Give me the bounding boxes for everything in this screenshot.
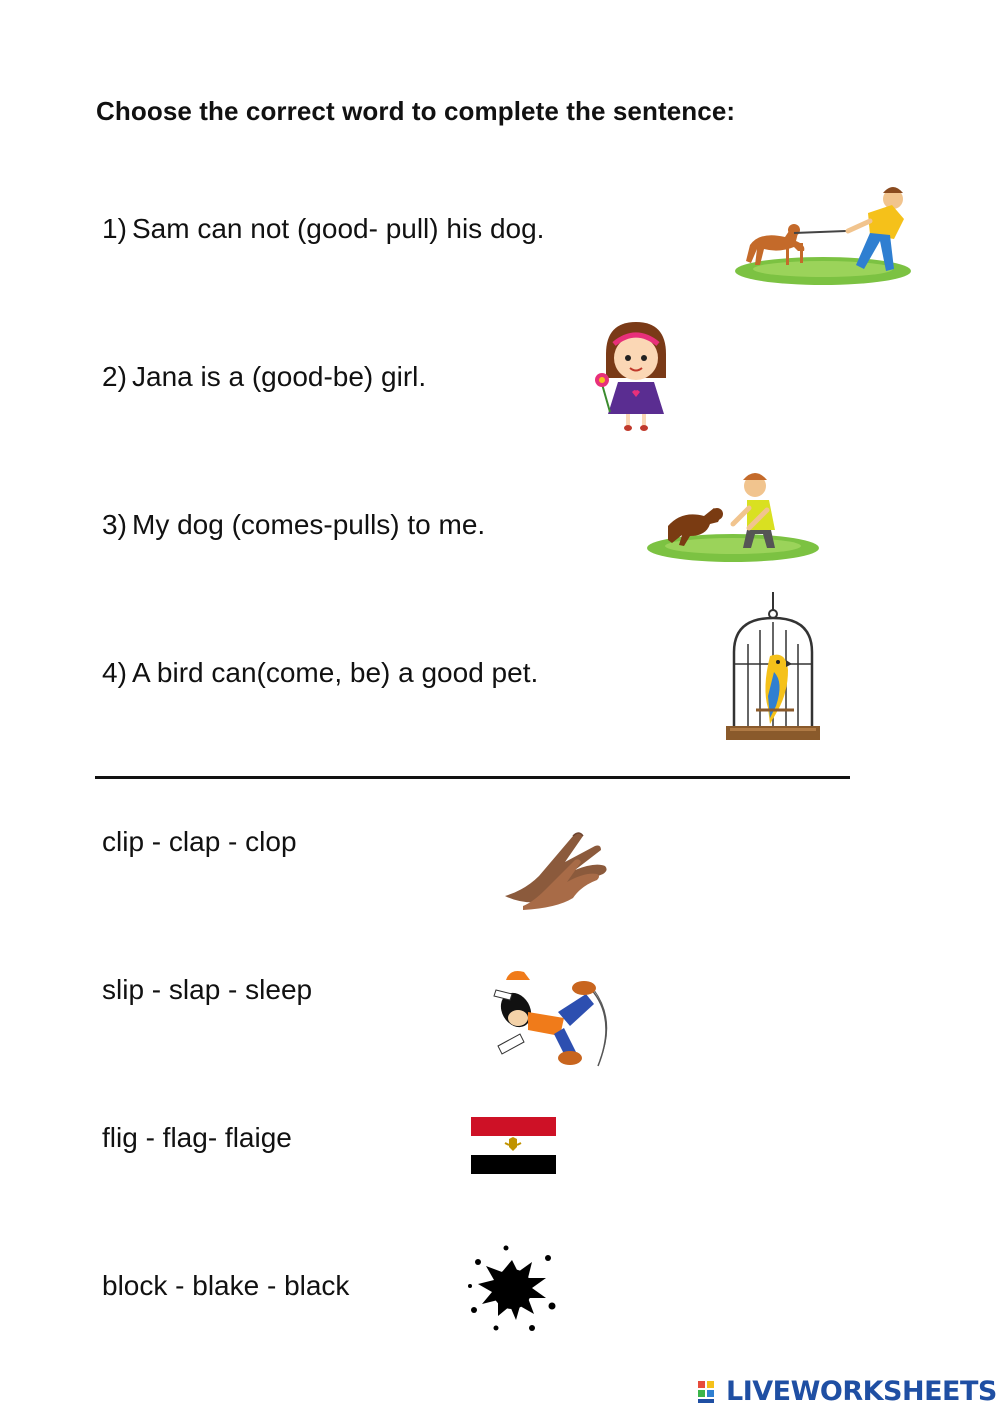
girl-with-flower-icon — [588, 322, 673, 434]
parrot-in-cage-icon — [724, 592, 822, 744]
branding-text: LIVEWORKSHEETS — [726, 1376, 997, 1407]
question-text: Jana is a (good-be) girl. — [132, 361, 427, 392]
word-choice-2: slip - slap - sleep — [102, 974, 313, 1005]
egypt-flag-icon — [471, 1117, 556, 1174]
section-divider — [95, 776, 850, 779]
liveworksheets-branding — [698, 1376, 997, 1407]
word-choice-1: clip - clap - clop — [102, 826, 297, 857]
question-4 — [102, 657, 538, 689]
black-ink-splat-icon — [466, 1244, 558, 1334]
question-text: Sam can not (good- pull) his dog. — [132, 213, 545, 244]
word-choice-4: block - blake - black — [102, 1270, 350, 1301]
question-2 — [102, 361, 426, 393]
boy-pulling-dog-icon — [728, 183, 913, 288]
liveworksheets-logo-icon — [698, 1379, 724, 1405]
question-number: 3) — [102, 509, 127, 540]
worksheet-title: Choose the correct word to complete the sentence: — [96, 96, 736, 126]
question-number: 4) — [102, 657, 127, 688]
question-text: A bird can(come, be) a good pet. — [132, 657, 539, 688]
dog-running-to-boy-icon — [643, 466, 821, 566]
question-3 — [102, 509, 485, 541]
word-choice-3: flig - flag- flaige — [102, 1122, 292, 1153]
question-1 — [102, 213, 544, 245]
question-number: 1) — [102, 213, 127, 244]
slipping-cartoon-icon — [488, 966, 618, 1076]
question-number: 2) — [102, 361, 127, 392]
clapping-hands-icon — [503, 826, 623, 912]
question-text: My dog (comes-pulls) to me. — [132, 509, 486, 540]
